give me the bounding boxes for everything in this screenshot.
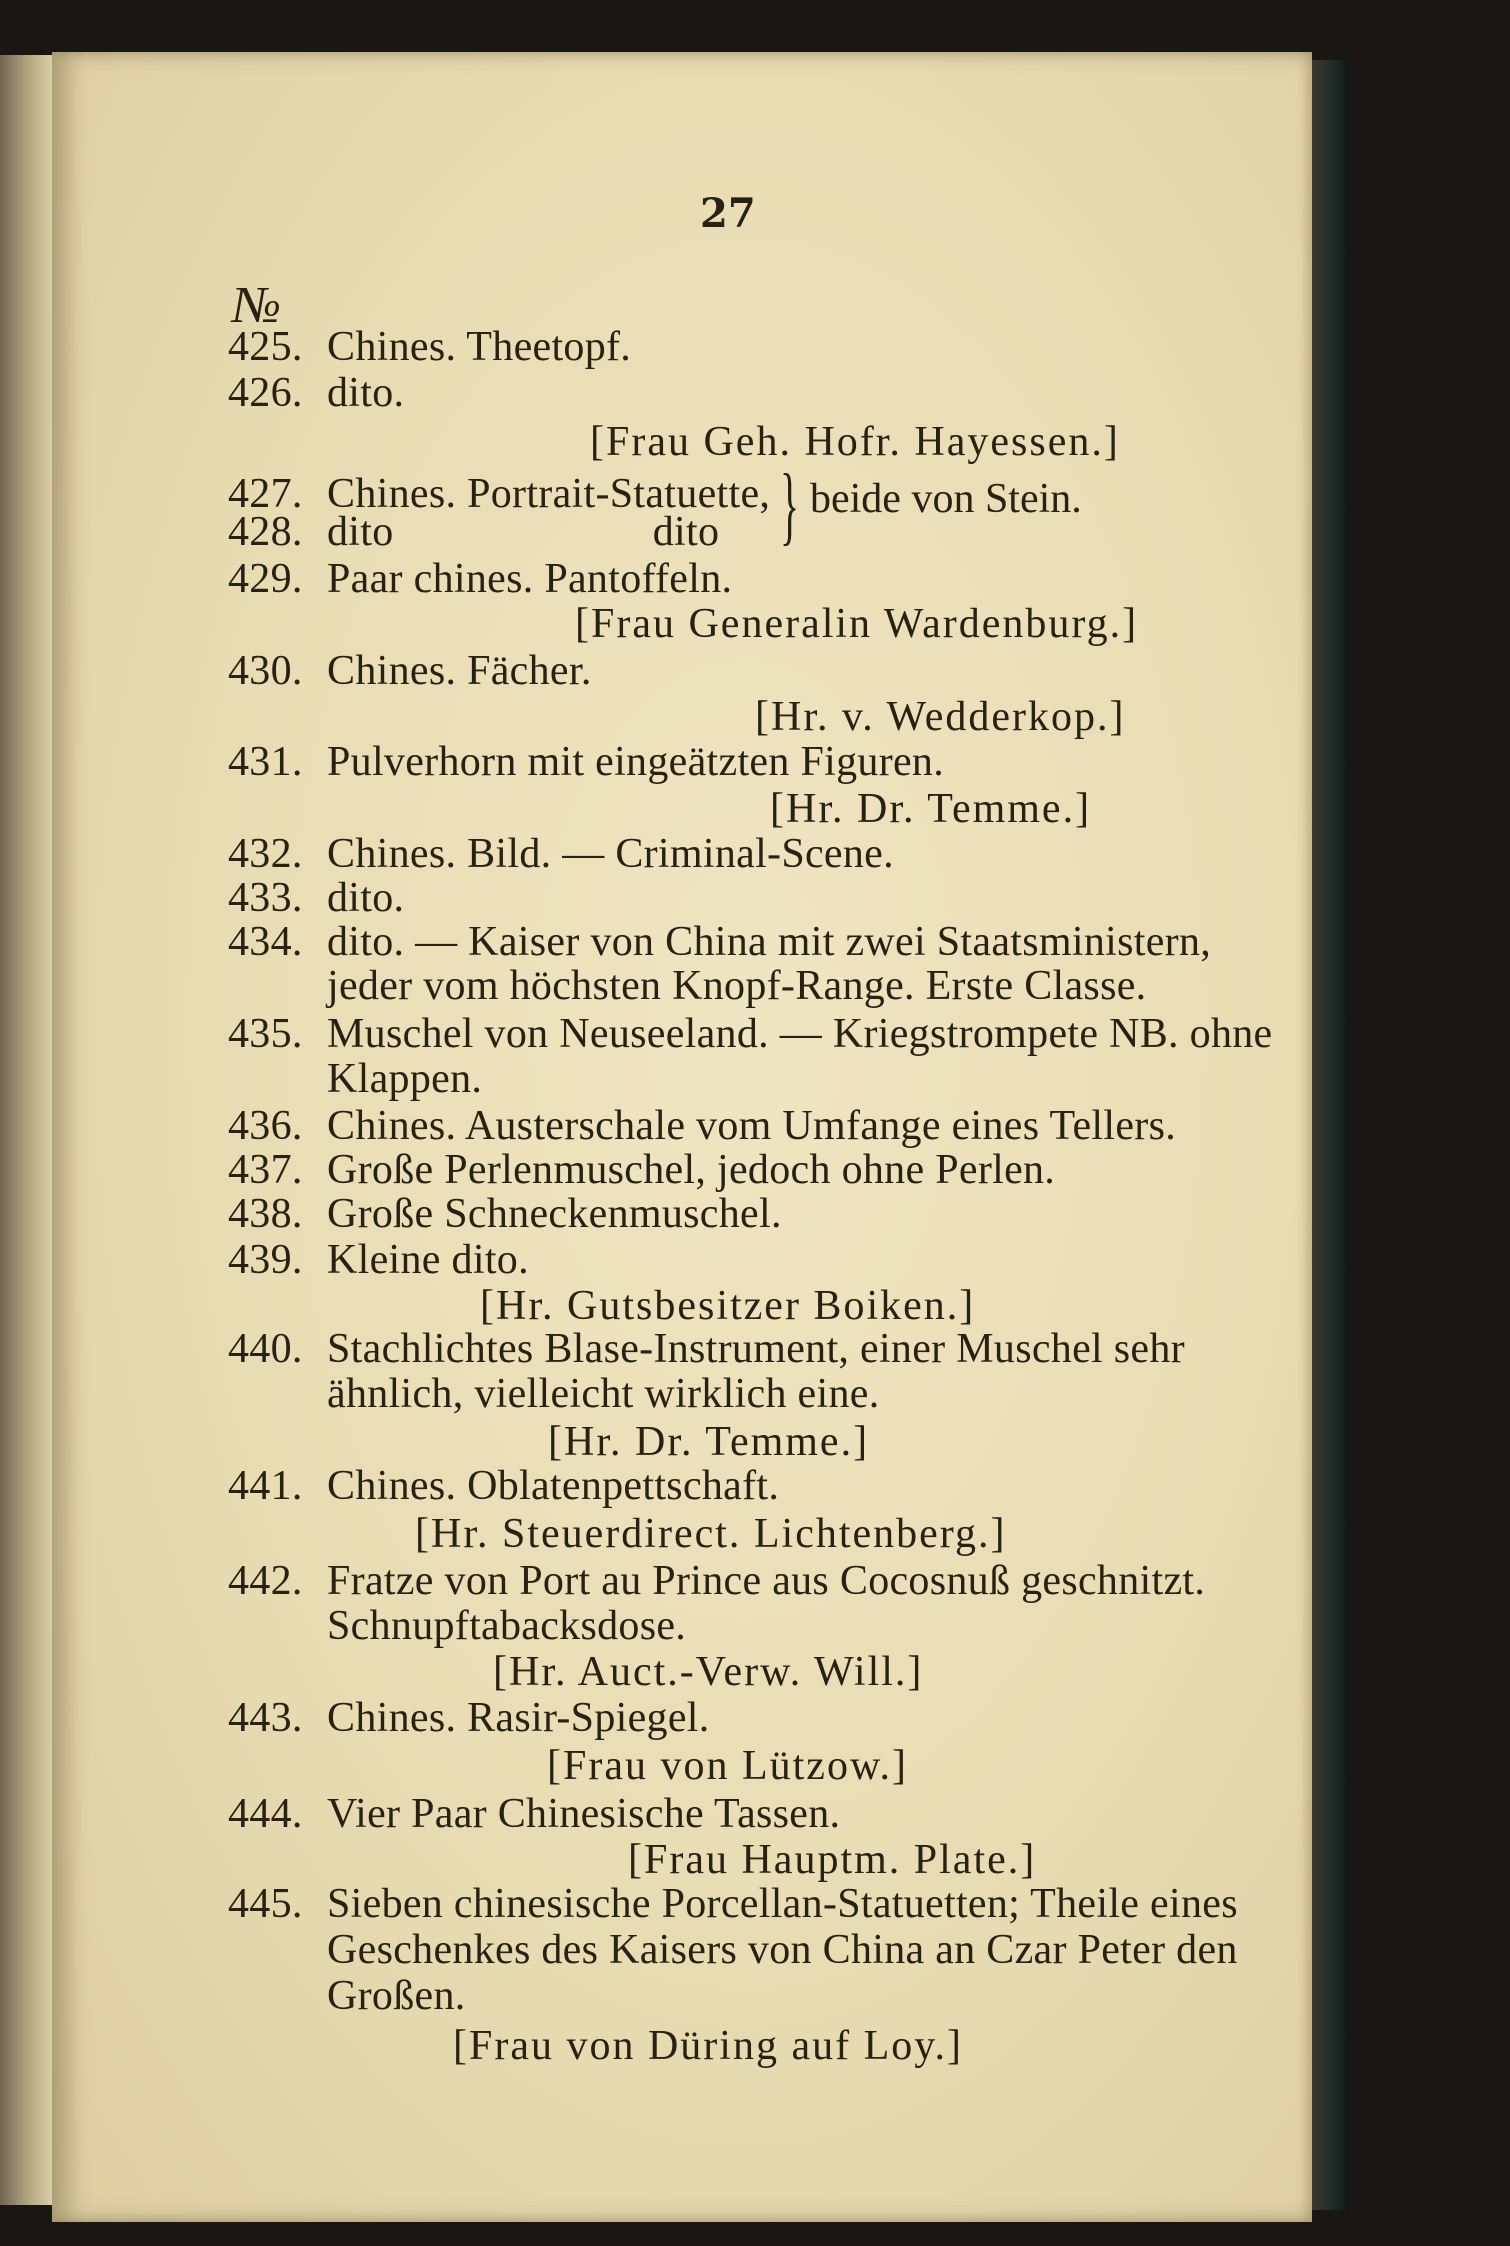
entry-text: Große Perlenmuschel, jedoch ohne Perlen. (327, 1147, 1056, 1193)
entry-number: 427. (228, 471, 303, 517)
donor-name: [Frau Generalin Wardenburg.] (575, 601, 1139, 647)
left-page-edge (0, 55, 52, 2205)
entry-number: 430. (228, 648, 303, 694)
entry-text: dito dito (327, 509, 720, 555)
entry-text: Vier Paar Chinesische Tassen. (327, 1791, 841, 1837)
curly-brace: } (780, 457, 800, 554)
entry-text: dito. (327, 875, 405, 921)
entry-text: Große Schneckenmuschel. (327, 1191, 782, 1237)
entry-number: 443. (228, 1695, 303, 1741)
entry-text: Sieben chinesische Porcellan-Statuetten; Theile eines (327, 1881, 1238, 1927)
donor-name: [Frau Hauptm. Plate.] (628, 1837, 1037, 1883)
entry-text: Klappen. (327, 1056, 483, 1102)
page-number: 27 (700, 190, 756, 237)
entry-number: 429. (228, 556, 303, 602)
entry-text: Chines. Rasir-Spiegel. (327, 1695, 710, 1741)
entry-number: 433. (228, 875, 303, 921)
entry-number: 435. (228, 1011, 303, 1057)
entry-number: 428. (228, 509, 303, 555)
entry-number: 432. (228, 831, 303, 877)
entry-number: 426. (228, 370, 303, 416)
donor-name: [Hr. v. Wedderkop.] (755, 694, 1126, 740)
column-header: № (232, 277, 282, 334)
entry-text: Chines. Austerschale vom Umfange eines Tellers. (327, 1103, 1177, 1149)
entry-text: Großen. (327, 1973, 466, 2019)
donor-name: [Frau von Düring auf Loy.] (453, 2023, 964, 2069)
entry-text: dito. (327, 370, 405, 416)
entry-text: Chines. Bild. — Criminal-Scene. (327, 831, 894, 877)
entry-number: 440. (228, 1326, 303, 1372)
entry-text: Chines. Fächer. (327, 648, 592, 694)
donor-name: [Hr. Auct.-Verw. Will.] (493, 1649, 924, 1695)
entry-number: 444. (228, 1791, 303, 1837)
entry-number: 439. (228, 1237, 303, 1283)
entry-text: Chines. Oblatenpettschaft. (327, 1463, 780, 1509)
entry-text: ähnlich, vielleicht wirklich eine. (327, 1371, 880, 1417)
entry-number: 436. (228, 1103, 303, 1149)
entry-number: 425. (228, 324, 303, 370)
entry-text: jeder vom höchsten Knopf-Range. Erste Classe. (327, 963, 1147, 1009)
entry-text: Fratze von Port au Prince aus Cocosnuß geschnitzt. (327, 1558, 1206, 1604)
entry-text: Schnupftabacksdose. (327, 1603, 687, 1649)
entry-text: Kleine dito. (327, 1237, 529, 1283)
entry-text: Paar chines. Pantoffeln. (327, 556, 733, 602)
entry-number: 437. (228, 1147, 303, 1193)
entry-text: Muschel von Neuseeland. — Kriegstrompete NB. ohne (327, 1011, 1273, 1057)
entry-number: 431. (228, 739, 303, 785)
entry-number: 434. (228, 919, 303, 965)
donor-name: [Frau von Lützow.] (547, 1743, 909, 1789)
entry-number: 445. (228, 1881, 303, 1927)
entry-text: Pulverhorn mit eingeätzten Figuren. (327, 739, 945, 785)
donor-name: [Hr. Steuerdirect. Lichtenberg.] (415, 1511, 1007, 1557)
entry-text: Geschenkes des Kaisers von China an Czar Peter den (327, 1927, 1238, 1973)
entry-text: Stachlichtes Blase-Instrument, einer Muschel sehr (327, 1326, 1185, 1372)
donor-name: [Hr. Gutsbesitzer Boiken.] (480, 1283, 976, 1329)
donor-name: [Hr. Dr. Temme.] (548, 1419, 870, 1465)
book-binding (1312, 60, 1350, 2210)
entry-number: 438. (228, 1191, 303, 1237)
entry-text: dito. — Kaiser von China mit zwei Staatsministern, (327, 919, 1212, 965)
entry-number: 442. (228, 1558, 303, 1604)
donor-name: [Frau Geh. Hofr. Hayessen.] (590, 419, 1120, 465)
brace-note: beide von Stein. (810, 476, 1082, 522)
entry-number: 441. (228, 1463, 303, 1509)
donor-name: [Hr. Dr. Temme.] (770, 786, 1092, 832)
entry-text: Chines. Portrait-Statuette, (327, 471, 771, 517)
entry-text: Chines. Theetopf. (327, 324, 632, 370)
